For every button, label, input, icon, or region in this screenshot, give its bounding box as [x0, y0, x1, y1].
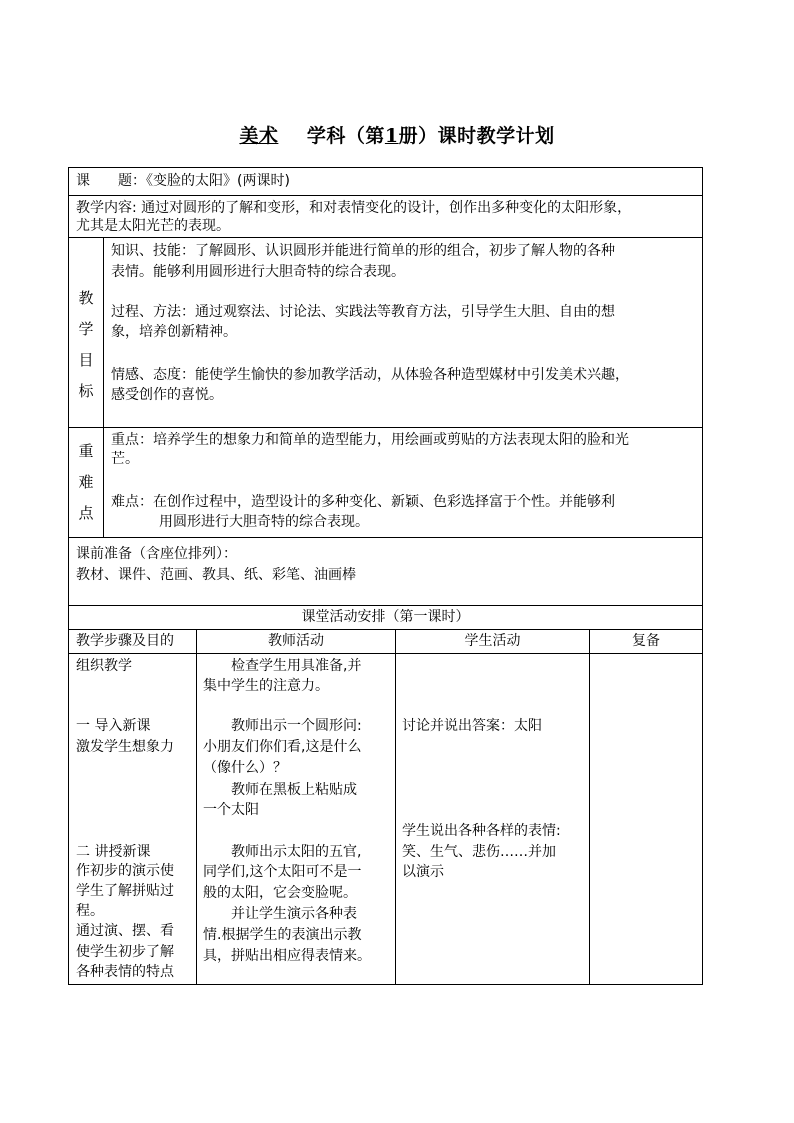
keypoints-label-char: 难 [78, 473, 94, 491]
topic-row [76, 171, 290, 191]
preparation-label: 课前准备（含座位排列）： [76, 546, 237, 562]
key-point-1: 重点：培养学生的想象力和简单的造型能力，用绘画或剪贴的方法表现太阳的脸和光 [111, 432, 629, 448]
step-teach-goal-1: 作初步的演示使 [76, 863, 174, 879]
step-teach-goal-5: 使学生初步了解 [76, 944, 174, 960]
column-header-teacher: 教师活动 [268, 633, 324, 649]
border [68, 653, 703, 654]
objective-process-1: 过程、方法：通过观察法、讨论法、实践法等教育方法，引导学生大胆、自由的想 [111, 304, 615, 320]
border [68, 195, 703, 196]
border [395, 629, 396, 985]
content-line-2: 尤其是太阳光芒的表现。 [76, 218, 230, 234]
border [68, 427, 703, 428]
teacher-activity-3f: 具，拼贴出相应得表情来。 [203, 948, 371, 964]
border [103, 237, 104, 537]
teacher-activity-2b: 小朋友们你们看,这是什么 [203, 739, 362, 755]
objectives-label-char: 标 [78, 382, 94, 400]
teacher-activity-2c: （像什么）？ [203, 760, 287, 776]
difficult-point-2: 用圆形进行大胆奇特的综合表现。 [159, 514, 369, 530]
teacher-activity-3b: 同学们,这个太阳可不是一 [203, 864, 362, 880]
teacher-activity-2d: 教师在黑板上粘贴成 [203, 782, 357, 798]
border [68, 984, 703, 985]
preparation-items: 教材、课件、范画、教具、纸、彩笔、油画棒 [76, 567, 356, 583]
student-activity-2a: 学生说出各种各样的表情: [402, 823, 561, 839]
step-organize: 组织教学 [76, 658, 132, 674]
teacher-activity-2a: 教师出示一个圆形问: [203, 718, 362, 734]
step-teach-goal-2: 学生了解拼贴过 [76, 883, 174, 899]
step-teach-goal-4: 通过演、摆、看 [76, 923, 174, 939]
column-header-steps: 教学步骤及目的 [76, 633, 174, 649]
border [68, 237, 703, 238]
border [196, 629, 197, 985]
content-line-1: 教学内容: 通过对圆形的了解和变形，和对表情变化的设计，创作出多种变化的太阳形象， [76, 200, 632, 216]
objective-process-2: 象，培养创新精神。 [111, 324, 237, 340]
step-teach-goal-6: 各种表情的特点 [76, 964, 174, 980]
topic-value: 《变脸的太阳》(两课时) [146, 173, 290, 189]
teacher-activity-1a: 检查学生用具准备,并 [203, 658, 362, 674]
teacher-activity-3a: 教师出示太阳的五官, [203, 844, 362, 860]
key-point-2: 芒。 [111, 451, 139, 467]
title-volume: 1 [384, 125, 399, 147]
objectives-label-char: 学 [78, 320, 94, 338]
student-activity-2c: 以演示 [402, 864, 444, 880]
topic-label: 课 题： [76, 173, 146, 189]
objectives-label-char: 教 [78, 289, 94, 307]
difficult-point-1: 难点：在创作过程中，造型设计的多种变化、新颖、色彩选择富于个性。并能够利 [111, 494, 615, 510]
border [68, 629, 703, 630]
teacher-activity-1b: 集中学生的注意力。 [203, 678, 329, 694]
objective-emotion-2: 感受创作的喜悦。 [111, 387, 223, 403]
title-part1: 学科（第 [306, 125, 385, 147]
student-activity-1: 讨论并说出答案：太阳 [402, 718, 542, 734]
keypoints-label-char: 点 [78, 504, 94, 522]
objectives-label-char: 目 [78, 351, 94, 369]
teacher-activity-3e: 情.根据学生的表演出示教 [203, 927, 362, 943]
step-teach-goal-3: 程。 [76, 903, 104, 919]
keypoints-label-char: 重 [78, 442, 94, 460]
teacher-activity-2e: 一个太阳 [203, 802, 259, 818]
teacher-activity-3d: 并让学生演示各种表 [203, 906, 357, 922]
border [68, 605, 703, 606]
column-header-review: 复备 [632, 633, 660, 649]
column-header-student: 学生活动 [464, 633, 521, 649]
teacher-activity-3c: 般的太阳，它会变脸呢。 [203, 885, 357, 901]
border [68, 167, 703, 168]
step-intro: 一 导入新课 [76, 718, 151, 734]
title-subject: 美术 [239, 125, 279, 147]
keypoints-label [69, 436, 103, 529]
border [702, 167, 703, 985]
objectives-label [69, 283, 103, 407]
border [68, 537, 703, 538]
step-teach: 二 讲授新课 [76, 844, 151, 860]
title-part2: 册）课时教学计划 [398, 125, 555, 147]
step-intro-goal: 激发学生想象力 [76, 739, 174, 755]
border [589, 629, 590, 985]
page-title [0, 121, 794, 148]
student-activity-2b: 笑、生气、悲伤……并加 [402, 844, 556, 860]
objective-knowledge-2: 表情。能够利用圆形进行大胆奇特的综合表现。 [111, 264, 405, 280]
activity-title: 课堂活动安排（第一课时） [301, 609, 470, 625]
objective-emotion-1: 情感、态度：能使学生愉快的参加教学活动，从体验各种造型媒材中引发美术兴趣， [111, 367, 629, 383]
objective-knowledge-1: 知识、技能：了解圆形、认识圆形并能进行简单的形的组合，初步了解人物的各种 [111, 243, 615, 259]
